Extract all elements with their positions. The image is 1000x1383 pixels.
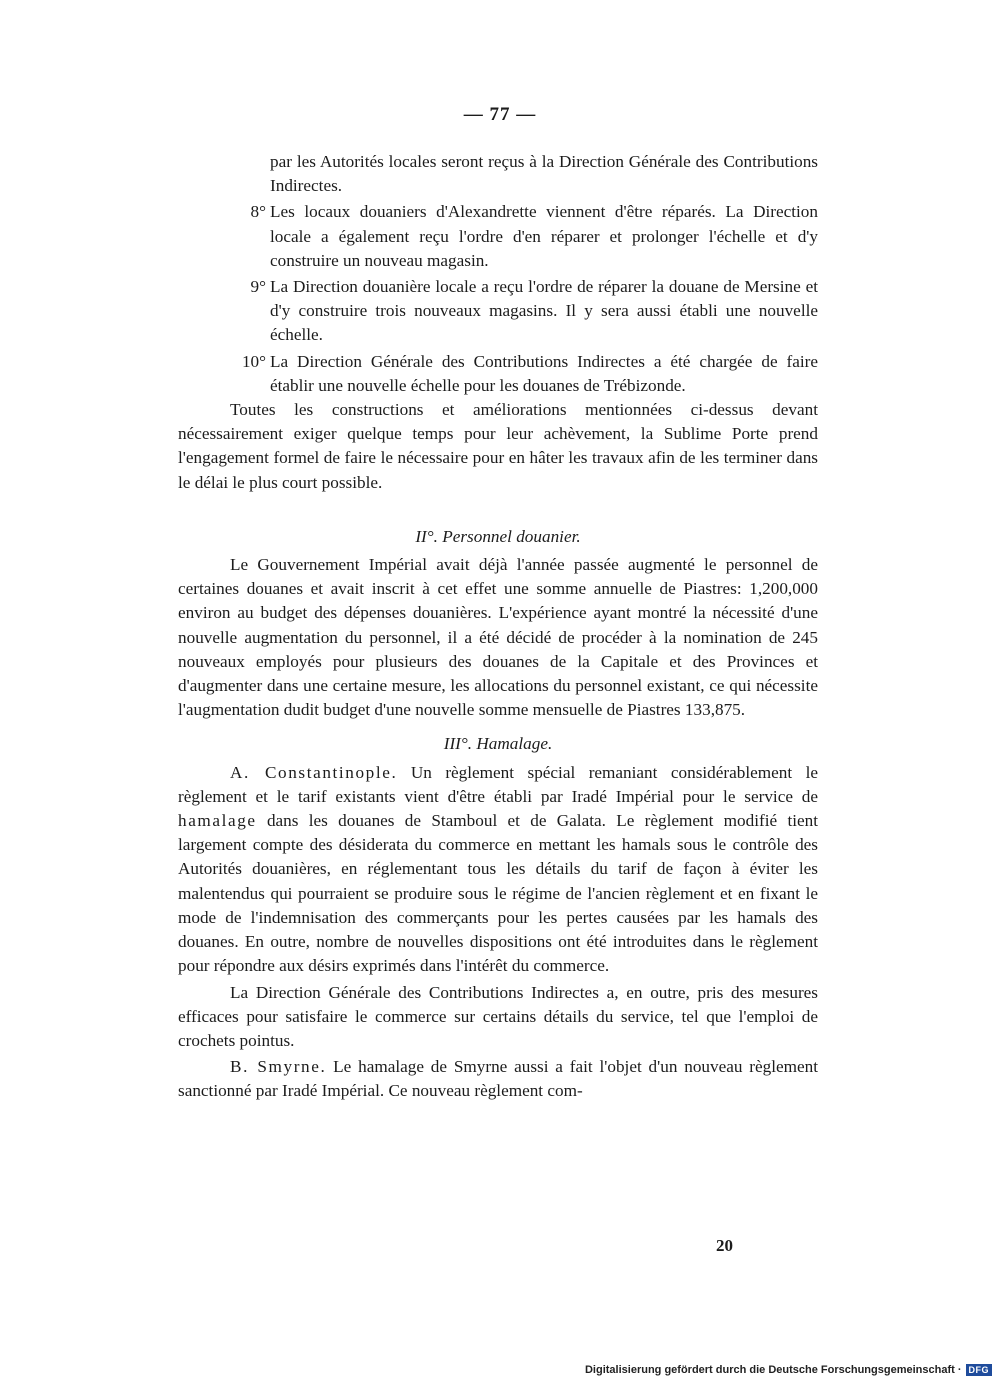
paragraph-personnel: Le Gouvernement Impérial avait déjà l'année passée augmenté le personnel de certaines douanes et avait inscrit à cet effet une somme annuelle de Piastres: 1,200,000 environ au budget des dépenses douanières. L'expérience ayant montré la nécessité d'une nouvelle augmentation du personnel, il a été décidé de procéder à la nomination de 245 nouveaux employés pour plusieurs des douanes de la Capitale et des Provinces et d'augmenter dans une certaine mesure, les allocations du personnel existant, ce qui nécessite l'augmentation dudit budget d'une nouvelle somme mensuelle de Piastres 133,875. [178,555,818,720]
page-number: — 77 — [463,104,537,125]
footer-text: Digitalisierung gefördert durch die Deutsche Forschungsgemeinschaft · [584,1364,962,1376]
paragraph-constantinople [178,761,818,979]
paragraph-label-smyrne: B. Smyrne. [230,1057,327,1077]
list-item-number: 9° [250,277,266,297]
footer [585,1364,992,1376]
list-item-number: 10° [241,351,266,371]
body-text [178,150,818,1104]
paragraph-text: Le hamalage de Smyrne aussi a fait l'objet d'un nouveau règlement sanctionné par Iradé Impérial. Ce nouveau règlement com- [178,1057,818,1101]
paragraph-text: dans les douanes de Stamboul et de Galata. Le règlement modifié tient largement compte des désiderata du commerce en mettant les hamals sous le contrôle des Autorités douanières, en réglementant tous les détails du tarif de façon à éviter les malentendus qui pourraient se produire sous le régime de l'ancien règlement et en fixant le mode de l'indemnisation des commerçants pour les pertes causées par les hamals des douanes. En outre, nombre de nouvelles dispositions ont été introduites dans le règlement pour répondre aux désirs exprimés dans l'intérêt du commerce. [178,811,818,976]
dfg-logo: DFG [966,1364,993,1376]
list-item [178,350,818,398]
paragraph-text: Un règlement spécial remaniant considérablement le règlement et le tarif existants vient d'être établi par Iradé Impérial pour le service de [178,762,818,806]
section-heading-hamalage: III°. Hamalage. [443,734,553,754]
emphasized-word: hamalage [178,811,257,831]
list-item [178,275,818,348]
list-item-text: Les locaux douaniers d'Alexandrette viennent d'être réparés. La Direction locale a également reçu l'ordre d'en réparer et prolonger l'échelle et d'y construire un nouveau magasin. [270,202,818,270]
list-item-text: La Direction douanière locale a reçu l'ordre de réparer la douane de Mersine et d'y construire trois nouveaux magasins. Il y sera aussi établi une nouvelle échelle. [270,277,818,345]
list-item-text: La Direction Générale des Contributions Indirectes a été chargée de faire établir une nouvelle échelle pour les douanes de Trébizonde. [270,351,818,395]
paragraph-label-constantinople: A. Constantinople. [230,762,398,782]
continued-paragraph [178,150,818,198]
paragraph-smyrne [178,1055,818,1103]
section-heading-personnel: II°. Personnel douanier. [415,526,581,546]
signature-mark: 20 [716,1236,733,1255]
continued-paragraph-text: par les Autorités locales seront reçus à la Direction Générale des Contributions Indirectes. [270,152,818,196]
list-item-number: 8° [250,202,266,222]
paragraph-direction: La Direction Générale des Contributions Indirectes a, en outre, pris des mesures efficaces pour satisfaire le commerce sur certains détails du service, tel que l'emploi de crochets pointus. [178,982,818,1050]
list-item [178,200,818,273]
paragraph-constructions: Toutes les constructions et améliorations mentionnées ci-dessus devant nécessairement exiger quelque temps pour leur achèvement, la Sublime Porte prend l'engagement formel de faire le nécessaire pour en hâter les travaux afin de les terminer dans le délai le plus court possible. [178,400,818,492]
